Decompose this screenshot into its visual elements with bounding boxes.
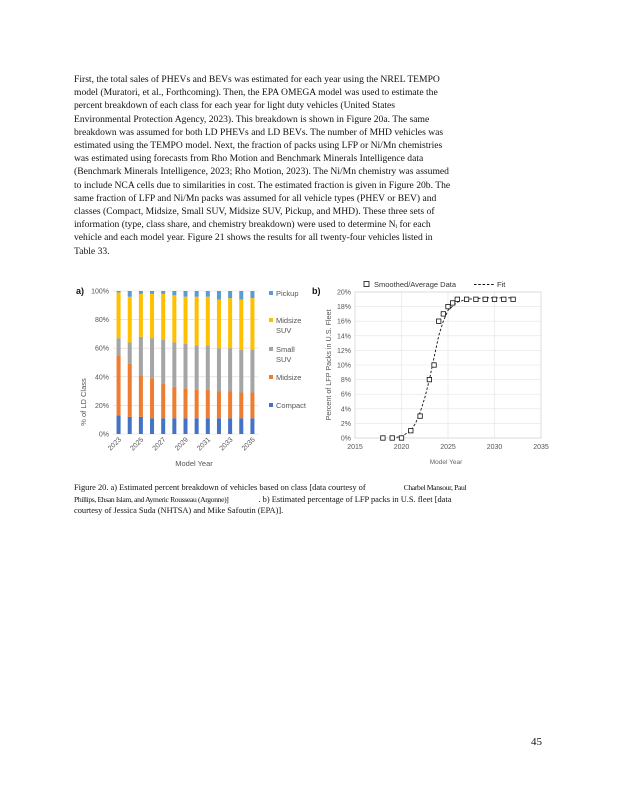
legend-swatch-pickup (269, 291, 273, 295)
x-tick-label: 2025 (129, 436, 146, 453)
x-tick-label: 2035 (240, 436, 257, 453)
y-tick-label: 100% (91, 288, 109, 296)
paragraph-line: was estimated using forecasts from Rho Motion and Benchmark Minerals Intelligence data (74, 153, 424, 165)
paragraph-line: to include NCA cells due to similarities in cost. The estimated fraction is given in Figure 20b. The (74, 179, 451, 191)
x-tick-label: 2025 (440, 444, 456, 451)
paragraph-line: Environmental Protection Agency, 2023). This breakdown is shown in Figure 20a. The same (74, 113, 430, 125)
y-tick-label: 8% (340, 377, 351, 385)
x-tick-label: 2027 (151, 436, 168, 453)
y-tick-label: 60% (94, 345, 109, 353)
data-point (455, 297, 459, 301)
paragraph-line: percent breakdown of each class for each year for light duty vehicles (United States (74, 100, 395, 112)
bar-small-suv-2025 (139, 337, 143, 376)
paragraph-line: First, the total sales of PHEVs and BEVs was estimated for each year using the NREL TEMPO (74, 74, 440, 85)
paragraph-line: classes (Compact, Midsize, Small SUV, Midsize SUV, Pickup, and MHD). These three sets of (74, 206, 435, 218)
bar-compact-2035 (250, 418, 254, 434)
bar-small-suv-2031 (206, 345, 210, 389)
bar-pickup-2024 (128, 291, 132, 297)
data-point (502, 297, 506, 301)
bar-midsize-2023 (117, 355, 121, 415)
bar-compact-2031 (206, 418, 210, 434)
y-tick-label: 18% (336, 304, 351, 312)
figure-20b-lfp-scatter-chart (312, 280, 549, 470)
y-tick-label: 20% (94, 402, 109, 410)
paragraph-line: (Benchmark Minerals Intelligence, 2023; Rho Motion, 2023). The Ni/Mn chemistry was assumed (74, 166, 449, 178)
y-tick-label: 20% (336, 289, 351, 297)
bar-compact-2026 (150, 418, 154, 434)
x-tick-label: 2020 (393, 444, 410, 451)
x-tick-label: 2023 (107, 436, 123, 453)
bar-midsize-2027 (161, 384, 165, 418)
bar-midsize-2026 (150, 378, 154, 418)
y-tick-label: 14% (336, 333, 351, 341)
bar-pickup-2035 (250, 291, 254, 298)
legend-label: Pickup (276, 289, 299, 298)
bar-pickup-2026 (150, 291, 154, 294)
data-point (464, 297, 468, 301)
y-tick-label: 0% (340, 435, 351, 443)
page-number: 45 (531, 736, 542, 748)
bar-pickup-2032 (217, 291, 221, 300)
legend-label: SUV (276, 355, 292, 364)
body-paragraph (74, 73, 544, 258)
figure-20a-stacked-bar-chart (74, 282, 324, 470)
y-tick-label: 16% (336, 318, 351, 326)
data-point (437, 319, 441, 323)
data-point (390, 436, 394, 440)
bar-midsize-2031 (206, 390, 210, 419)
x-axis-title-a: Model Year (175, 459, 213, 468)
x-tick-label: 2035 (533, 444, 549, 451)
data-point (381, 436, 385, 440)
y-tick-label: 12% (336, 347, 351, 355)
y-tick-label: 6% (340, 391, 351, 399)
data-point (441, 312, 445, 316)
legend-marker-square (364, 282, 369, 287)
bar-compact-2029 (183, 418, 187, 434)
bar-midsize-suv-2026 (150, 294, 154, 338)
bar-midsize-suv-2028 (172, 295, 176, 342)
bar-pickup-2031 (206, 291, 210, 297)
bar-small-suv-2029 (183, 344, 187, 388)
figure-caption (74, 482, 544, 517)
y-tick-label: 40% (94, 374, 109, 382)
bar-midsize-2035 (250, 393, 254, 419)
caption-line-2a: Phillips, Ehsan Islam, and Aymeric Rousseau (Argonne)] (74, 494, 229, 504)
legend-swatch-compact (269, 403, 273, 407)
paragraph-line: information (type, class share, and chemistry breakdown) were used to determine Nᵢ for each (74, 219, 431, 231)
bar-midsize-2029 (183, 388, 187, 418)
y-tick-label: 80% (94, 317, 109, 325)
bar-compact-2034 (239, 418, 243, 434)
bar-compact-2028 (172, 418, 176, 434)
bar-pickup-2033 (228, 291, 232, 298)
bar-small-suv-2028 (172, 342, 176, 386)
bar-small-suv-2032 (217, 348, 221, 391)
y-tick-label: 10% (336, 362, 351, 370)
paragraph-line: model (Muratori, et al., Forthcoming). Then, the EPA OMEGA model was used to estimate the (74, 87, 438, 99)
x-tick-label: 2033 (218, 436, 235, 453)
data-point (450, 301, 454, 305)
bar-midsize-suv-2023 (117, 292, 121, 338)
bar-small-suv-2034 (239, 350, 243, 393)
panel-label-b: b) (312, 286, 321, 296)
bar-compact-2030 (195, 418, 199, 434)
y-tick-label: 0% (98, 431, 109, 439)
bar-midsize-2030 (195, 390, 199, 419)
legend-label: Midsize (276, 373, 302, 382)
bar-small-suv-2023 (117, 338, 121, 355)
x-axis-title-b: Model Year (429, 459, 463, 466)
panel-label-a: a) (76, 286, 85, 296)
bar-midsize-suv-2034 (239, 300, 243, 350)
caption-line-2b: . b) Estimated percentage of LFP packs in U.S. fleet [data (258, 494, 452, 504)
data-point (399, 436, 403, 440)
data-point (427, 377, 431, 381)
bar-midsize-2028 (172, 387, 176, 418)
legend-label-fit: Fit (497, 280, 506, 289)
bar-compact-2023 (117, 415, 121, 434)
legend-label: Compact (276, 401, 307, 410)
data-point (409, 429, 413, 433)
bar-midsize-2033 (228, 391, 232, 418)
bar-compact-2032 (217, 418, 221, 434)
caption-line-1b: Charbel Mansour, Paul (403, 483, 467, 492)
bar-compact-2027 (161, 418, 165, 434)
data-point (474, 297, 478, 301)
bar-midsize-2024 (128, 364, 132, 417)
legend-label-smoothed: Smoothed/Average Data (374, 280, 456, 289)
caption-line-3: courtesy of Jessica Suda (NHTSA) and Mike Safoutin (EPA)]. (74, 506, 284, 515)
x-tick-label: 2029 (173, 436, 190, 453)
y-axis-title-b: Percent of LFP Packs in U.S. Fleet (324, 309, 333, 421)
caption-line-1a: Figure 20. a) Estimated percent breakdown of vehicles based on class [data courtesy of (74, 483, 366, 492)
data-point (511, 297, 515, 301)
bar-midsize-suv-2029 (183, 297, 187, 344)
legend-swatch-midsize-suv (269, 318, 273, 322)
bar-small-suv-2033 (228, 348, 232, 391)
paragraph-line: same fraction of LFP and Ni/Mn packs was assumed for all vehicle types (PHEV or BEV) and (74, 192, 437, 204)
bar-midsize-suv-2030 (195, 297, 199, 346)
data-point (432, 363, 436, 367)
bar-pickup-2028 (172, 291, 176, 295)
legend-label: SUV (276, 326, 292, 335)
bar-pickup-2030 (195, 291, 199, 297)
bar-pickup-2034 (239, 291, 243, 300)
bar-midsize-suv-2033 (228, 298, 232, 348)
bar-midsize-2032 (217, 391, 221, 418)
data-point (446, 304, 450, 308)
fit-line (392, 298, 513, 438)
y-tick-label: 4% (340, 406, 351, 414)
bar-midsize-suv-2024 (128, 297, 132, 343)
x-tick-label: 2031 (196, 436, 213, 453)
data-point (492, 297, 496, 301)
bar-pickup-2025 (139, 291, 143, 294)
legend-swatch-midsize (269, 375, 273, 379)
bar-small-suv-2024 (128, 342, 132, 363)
bar-compact-2025 (139, 417, 143, 434)
paragraph-line: Table 33. (74, 245, 110, 257)
x-tick-label: 2015 (347, 444, 363, 451)
paragraph-line: estimated using the TEMPO model. Next, the fraction of packs using LFP or Ni/Mn chemistries (74, 140, 443, 152)
x-tick-label: 2030 (486, 444, 503, 451)
bar-small-suv-2030 (195, 345, 199, 389)
bar-midsize-suv-2032 (217, 300, 221, 349)
bar-small-suv-2026 (150, 338, 154, 378)
bar-midsize-suv-2035 (250, 298, 254, 349)
bar-compact-2024 (128, 417, 132, 434)
data-point (483, 297, 487, 301)
legend-label: Small (276, 345, 295, 354)
bar-pickup-2027 (161, 291, 165, 294)
bar-pickup-2023 (117, 291, 121, 292)
y-axis-title-a: % of LD Class (79, 378, 88, 426)
bar-small-suv-2027 (161, 340, 165, 384)
y-tick-label: 2% (340, 420, 351, 428)
bar-midsize-suv-2031 (206, 297, 210, 346)
bar-midsize-2034 (239, 393, 243, 419)
paragraph-line: vehicle and each model year. Figure 21 shows the results for all twenty-four vehicles listed in (74, 232, 433, 244)
legend-swatch-small-suv (269, 347, 273, 351)
bar-compact-2033 (228, 418, 232, 434)
bar-pickup-2029 (183, 291, 187, 297)
bar-midsize-2025 (139, 375, 143, 416)
bar-midsize-suv-2025 (139, 294, 143, 337)
bar-midsize-suv-2027 (161, 294, 165, 340)
data-point (418, 414, 422, 418)
bar-small-suv-2035 (250, 350, 254, 393)
paragraph-line: breakdown was assumed for both LD PHEVs and LD BEVs. The number of MHD vehicles was (74, 126, 444, 138)
legend-label: Midsize (276, 316, 302, 325)
